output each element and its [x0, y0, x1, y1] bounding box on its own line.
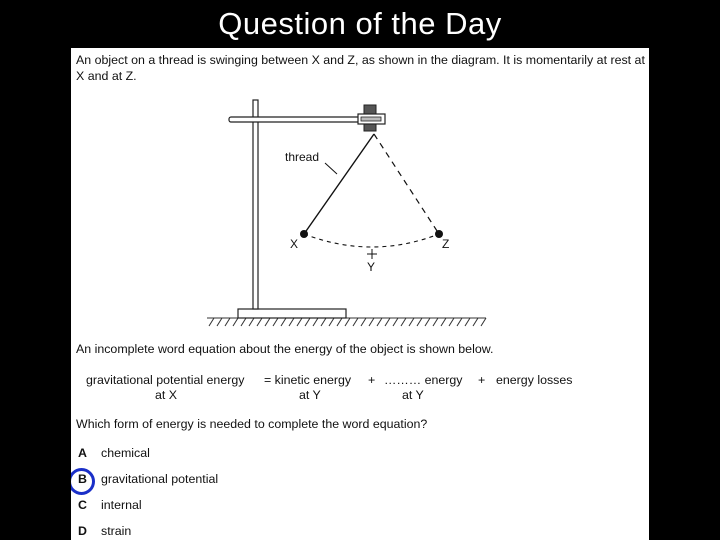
thread-label-leader: [325, 163, 337, 174]
eq-plus-2: +: [478, 373, 486, 387]
stand-arm: [229, 117, 379, 122]
eq-term1: gravitational potential energy: [86, 373, 245, 387]
option-a-text[interactable]: chemical: [101, 446, 150, 460]
floor-hatching: [207, 318, 486, 326]
question-intro: An object on a thread is swinging between X and Z, as shown in the diagram. It is momentarily at rest at X and at Z.: [76, 53, 645, 83]
thread-label: thread: [285, 150, 320, 164]
option-a-letter: A: [78, 446, 87, 460]
eq-term4: energy losses: [496, 373, 573, 387]
label-z: Z: [442, 237, 450, 251]
clamp: [358, 105, 385, 131]
eq-term2-sub: at Y: [299, 388, 321, 402]
y-marker: [367, 249, 377, 259]
option-b-letter: B: [78, 472, 87, 486]
option-c-text[interactable]: internal: [101, 498, 142, 512]
bob-x: [300, 230, 308, 238]
option-c-letter: C: [78, 498, 87, 512]
option-d-letter: D: [78, 524, 87, 538]
label-x: X: [290, 237, 299, 251]
stand-base: [238, 309, 346, 318]
eq-plus-1: +: [368, 373, 376, 387]
thread-dashed-z: [374, 134, 439, 234]
option-b-text[interactable]: gravitational potential: [101, 472, 219, 486]
eq-term2: = kinetic energy: [264, 373, 352, 387]
eq-term3: ……… energy: [384, 373, 463, 387]
pendulum-diagram: [71, 48, 649, 338]
question-prompt: Which form of energy is needed to complete the word equation?: [76, 417, 428, 431]
stand-rod: [253, 100, 258, 309]
swing-arc: [304, 234, 439, 247]
thread-line: [304, 134, 374, 234]
eq-term3-sub: at Y: [402, 388, 424, 402]
option-d-text[interactable]: strain: [101, 524, 132, 538]
equation-intro: An incomplete word equation about the energy of the object is shown below.: [76, 342, 494, 356]
label-y: Y: [367, 260, 376, 274]
slide-title: Question of the Day: [218, 6, 502, 41]
question-panel: [71, 48, 649, 540]
eq-term1-sub: at X: [155, 388, 178, 402]
